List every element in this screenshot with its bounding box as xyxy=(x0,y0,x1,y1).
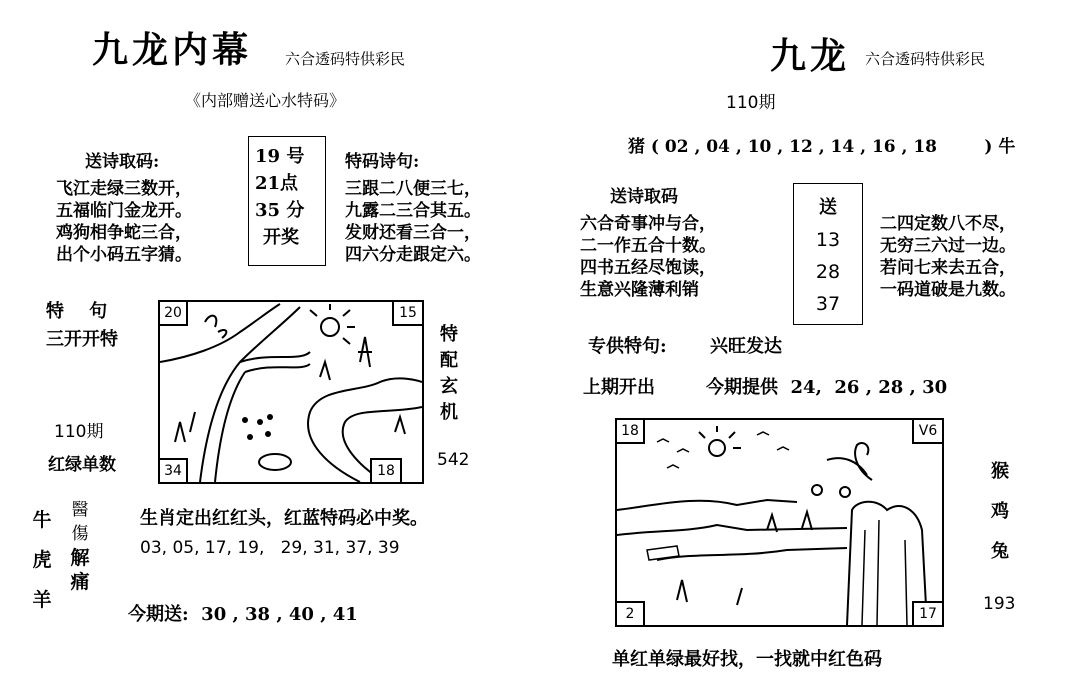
right-poem-line: 二四定数八不尽， xyxy=(880,214,1016,234)
right-poem-line: 四书五经尽饱读， xyxy=(580,258,716,278)
zodiac-char: 猴 xyxy=(991,461,1009,482)
mystery-char: 机 xyxy=(440,402,458,423)
zodiac-char: 牛 xyxy=(32,509,52,531)
left-landscape-drawing xyxy=(160,302,422,482)
calligraphy-char: 醫 xyxy=(71,500,89,520)
calligraphy-char: 傷 xyxy=(71,524,89,544)
left-red-green: 红绿单数 xyxy=(48,455,116,475)
left-special-phrase-label: 特 句 xyxy=(46,301,108,322)
right-landscape-drawing xyxy=(617,420,942,625)
right-poem-line: 若问七来去五合， xyxy=(880,258,1016,278)
left-today-send: 今期送: 30 , 38 , 40 , 41 xyxy=(128,604,358,625)
left-calligraphy xyxy=(68,498,92,594)
left-zodiac-column xyxy=(30,500,54,620)
left-poem-code-label: 送诗取码: xyxy=(85,152,160,172)
right-poem-line: 生意兴隆薄利销 xyxy=(580,280,699,300)
right-pig-line: 猪 ( 02 , 04 , 10 , 12 , 14 , 16 , 18 ) 牛 xyxy=(628,137,1016,157)
right-this-issue: 今期提供 24, 26 , 28 , 30 xyxy=(706,377,948,398)
calligraphy-char: 解 xyxy=(70,547,90,569)
left-picture xyxy=(158,300,424,484)
send-box-line: 送 xyxy=(819,197,837,218)
draw-box-line: 开奖 xyxy=(263,227,299,248)
zodiac-char: 羊 xyxy=(32,589,52,611)
right-last-label: 上期开出 xyxy=(583,377,655,398)
left-special-poem-label: 特码诗句: xyxy=(345,152,420,172)
right-poem-line: 一码道破是九数。 xyxy=(880,280,1016,300)
right-corner-top-left: 18 xyxy=(615,418,645,444)
mystery-char: 玄 xyxy=(440,376,458,397)
left-numbers-line: 03, 05, 17, 19, 29, 31, 37, 39 xyxy=(140,538,400,558)
left-gift-line: 《内部赠送心水特码》 xyxy=(185,91,346,110)
left-poem-line: 出个小码五字猜。 xyxy=(56,245,192,265)
left-subtitle: 六合透码特供彩民 xyxy=(285,50,406,68)
mystery-char: 特 xyxy=(440,324,458,345)
left-mystery-number: 542 xyxy=(437,450,470,470)
right-corner-bottom-right: 17 xyxy=(912,601,944,627)
left-poem-line: 鸡狗相争蛇三合， xyxy=(56,223,192,243)
left-poem-lines xyxy=(56,178,192,266)
right-poem-code-label: 送诗取码 xyxy=(610,187,678,207)
left-draw-time-box xyxy=(248,136,326,266)
right-poem-lines xyxy=(580,213,716,301)
draw-box-line: 19 号 xyxy=(255,146,305,167)
special-poem-line: 发财还看三合一， xyxy=(345,223,481,243)
right-special-label: 专供特句: xyxy=(588,336,667,357)
right-bottom-line: 单红单绿最好找，一找就中红色码 xyxy=(612,649,882,670)
draw-box-line: 21点 xyxy=(255,173,299,194)
right-special-phrase: 兴旺发达 xyxy=(710,336,782,357)
zodiac-char: 虎 xyxy=(32,549,52,571)
mystery-char: 配 xyxy=(440,350,458,371)
special-poem-line: 三跟二八便三七， xyxy=(345,179,481,199)
draw-box-line: 35 分 xyxy=(255,200,305,221)
right-issue: 110期 xyxy=(726,93,776,113)
left-special-poem-lines xyxy=(345,178,481,266)
send-box-line: 13 xyxy=(815,229,841,251)
send-box-line: 28 xyxy=(815,261,841,283)
left-special-phrase: 三开开特 xyxy=(46,329,118,350)
left-issue: 110期 xyxy=(54,422,104,442)
right-poem-line: 二一作五合十数。 xyxy=(580,236,716,256)
right-corner-bottom-left: 2 xyxy=(615,601,645,627)
left-corner-top-left: 20 xyxy=(158,300,188,326)
calligraphy-char: 痛 xyxy=(70,571,90,593)
left-mystery-vertical xyxy=(437,322,461,426)
special-poem-line: 九露二三合其五。 xyxy=(345,201,481,221)
right-corner-top-right: V6 xyxy=(912,418,944,444)
right-subtitle: 六合透码特供彩民 xyxy=(865,50,986,68)
left-poem-line: 五福临门金龙开。 xyxy=(56,201,192,221)
left-corner-bottom-right: 18 xyxy=(370,458,402,484)
right-zodiac-column xyxy=(988,452,1012,572)
right-picture xyxy=(615,418,944,627)
left-title: 九龙内幕 xyxy=(92,29,253,71)
right-number: 193 xyxy=(983,594,1016,614)
left-corner-bottom-left: 34 xyxy=(158,458,188,484)
send-box-line: 37 xyxy=(815,293,841,315)
special-poem-line: 四六分走跟定六。 xyxy=(345,245,481,265)
right-send-box xyxy=(793,183,863,325)
left-poem-line: 飞江走绿三数开， xyxy=(56,179,192,199)
right-poem-line: 六合奇事冲与合， xyxy=(580,214,716,234)
left-corner-top-right: 15 xyxy=(392,300,424,326)
right-title: 九龙 xyxy=(770,35,851,77)
zodiac-char: 鸡 xyxy=(991,501,1009,522)
right-poem-lines-2 xyxy=(880,213,1016,301)
left-zodiac-line: 生肖定出红红头，红蓝特码必中奖。 xyxy=(140,508,428,529)
right-poem-line: 无穷三六过一边。 xyxy=(880,236,1016,256)
zodiac-char: 兔 xyxy=(991,541,1009,562)
